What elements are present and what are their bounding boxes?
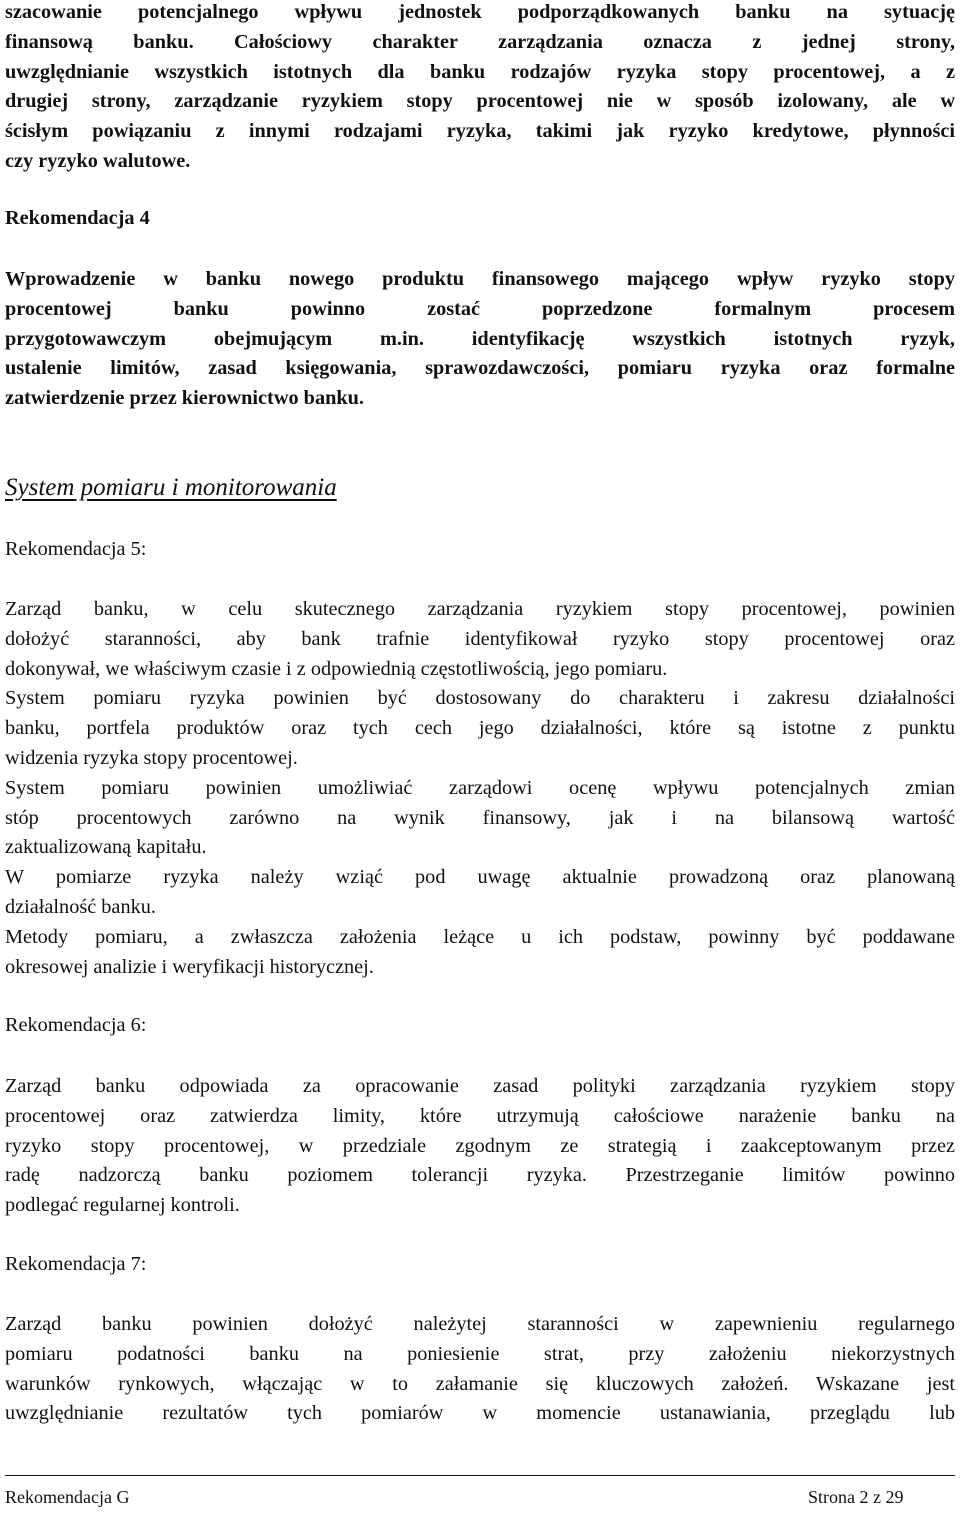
text-line: stóp procentowych zarówno na wynik finansowy, jak i na bilansową wartość	[5, 806, 955, 829]
text-line: Metody pomiaru, a zwłaszcza założenia leżące u ich podstaw, powinny być poddawane	[5, 925, 955, 948]
footer-divider	[5, 1475, 955, 1476]
text-line: widzenia ryzyka stopy procentowej.	[5, 746, 298, 769]
text-line: W pomiarze ryzyka należy wziąć pod uwagę aktualnie prowadzoną oraz planowaną	[5, 866, 955, 889]
text-line: finansową banku. Całościowy charakter zarządzania oznacza z jednej strony,	[5, 30, 955, 53]
text-line: System pomiaru powinien umożliwiać zarządowi ocenę wpływu potencjalnych zmian	[5, 776, 955, 799]
rec5-heading: Rekomendacja 5:	[5, 538, 147, 560]
text-line: działalność banku.	[5, 895, 156, 918]
text-line: System pomiaru ryzyka powinien być dostosowany do charakteru i zakresu działalności	[5, 687, 955, 710]
text-line: Zarząd banku, w celu skutecznego zarządzania ryzykiem stopy procentowej, powinien	[5, 598, 955, 620]
text-line: szacowanie potencjalnego wpływu jednostek podporządkowanych banku na sytuację	[5, 1, 955, 23]
text-line: przygotowawczym obejmującym m.in. identyfikację wszystkich istotnych ryzyk,	[5, 327, 955, 350]
text-line: podlegać regularnej kontroli.	[5, 1194, 240, 1217]
footer-document-name: Rekomendacja G	[5, 1487, 130, 1507]
text-line: ścisłym powiązaniu z innymi rodzajami ryzyka, takimi jak ryzyko kredytowe, płynności	[5, 120, 955, 143]
rec6-heading: Rekomendacja 6:	[5, 1014, 147, 1036]
text-line: pomiaru podatności banku na poniesienie strat, przy założeniu niekorzystnych	[5, 1342, 955, 1365]
text-line: zaktualizowaną kapitału.	[5, 836, 207, 859]
rec4-heading: Rekomendacja 4	[5, 207, 150, 229]
text-line: Zarząd banku odpowiada za opracowanie zasad polityki zarządzania ryzykiem stopy	[5, 1075, 955, 1097]
text-line: ustalenie limitów, zasad księgowania, sprawozdawczości, pomiaru ryzyka oraz formalne	[5, 357, 955, 380]
rec4-paragraph	[5, 265, 955, 414]
rec5-paragraph	[5, 595, 955, 982]
text-line: dokonywał, we właściwym czasie i z odpowiednią częstotliwością, jego pomiaru.	[5, 657, 668, 680]
text-line: dołożyć staranności, aby bank trafnie identyfikował ryzyko stopy procentowej oraz	[5, 627, 955, 650]
text-line: drugiej strony, zarządzanie ryzykiem stopy procentowej nie w sposób izolowany, ale w	[5, 90, 955, 113]
text-line: radę nadzorczą banku poziomem tolerancji ryzyka. Przestrzeganie limitów powinno	[5, 1164, 955, 1187]
text-line: procentowej banku powinno zostać poprzedzone formalnym procesem	[5, 297, 955, 320]
text-line: ryzyko stopy procentowej, w przedziale zgodnym ze strategią i zaakceptowanym przez	[5, 1134, 955, 1157]
text-line: uwzględnianie wszystkich istotnych dla banku rodzajów ryzyka stopy procentowej, a z	[5, 60, 955, 83]
intro-paragraph	[5, 0, 955, 177]
text-line: banku, portfela produktów oraz tych cech jego działalności, które są istotne z punktu	[5, 717, 955, 740]
text-line: Zarząd banku powinien dołożyć należytej staranności w zapewnieniu regularnego	[5, 1313, 955, 1335]
text-line: zatwierdzenie przez kierownictwo banku.	[5, 387, 365, 410]
text-line: czy ryzyko walutowe.	[5, 149, 191, 172]
text-line: uwzględnianie rezultatów tych pomiarów w momencie ustanawiania, przeglądu lub	[5, 1402, 955, 1425]
rec7-paragraph	[5, 1310, 955, 1429]
text-line: okresowej analizie i weryfikacji historycznej.	[5, 955, 374, 978]
rec7-heading: Rekomendacja 7:	[5, 1253, 147, 1275]
text-line: warunków rynkowych, włączając w to załamanie się kluczowych założeń. Wskazane jest	[5, 1372, 955, 1395]
section-title: System pomiaru i monitorowania	[5, 474, 337, 501]
text-line: Wprowadzenie w banku nowego produktu finansowego mającego wpływ ryzyko stopy	[5, 268, 955, 290]
footer-page-number: Strona 2 z 29	[808, 1487, 904, 1507]
text-line: procentowej oraz zatwierdza limity, które utrzymują całościowe narażenie banku na	[5, 1104, 955, 1127]
rec6-paragraph	[5, 1072, 955, 1221]
